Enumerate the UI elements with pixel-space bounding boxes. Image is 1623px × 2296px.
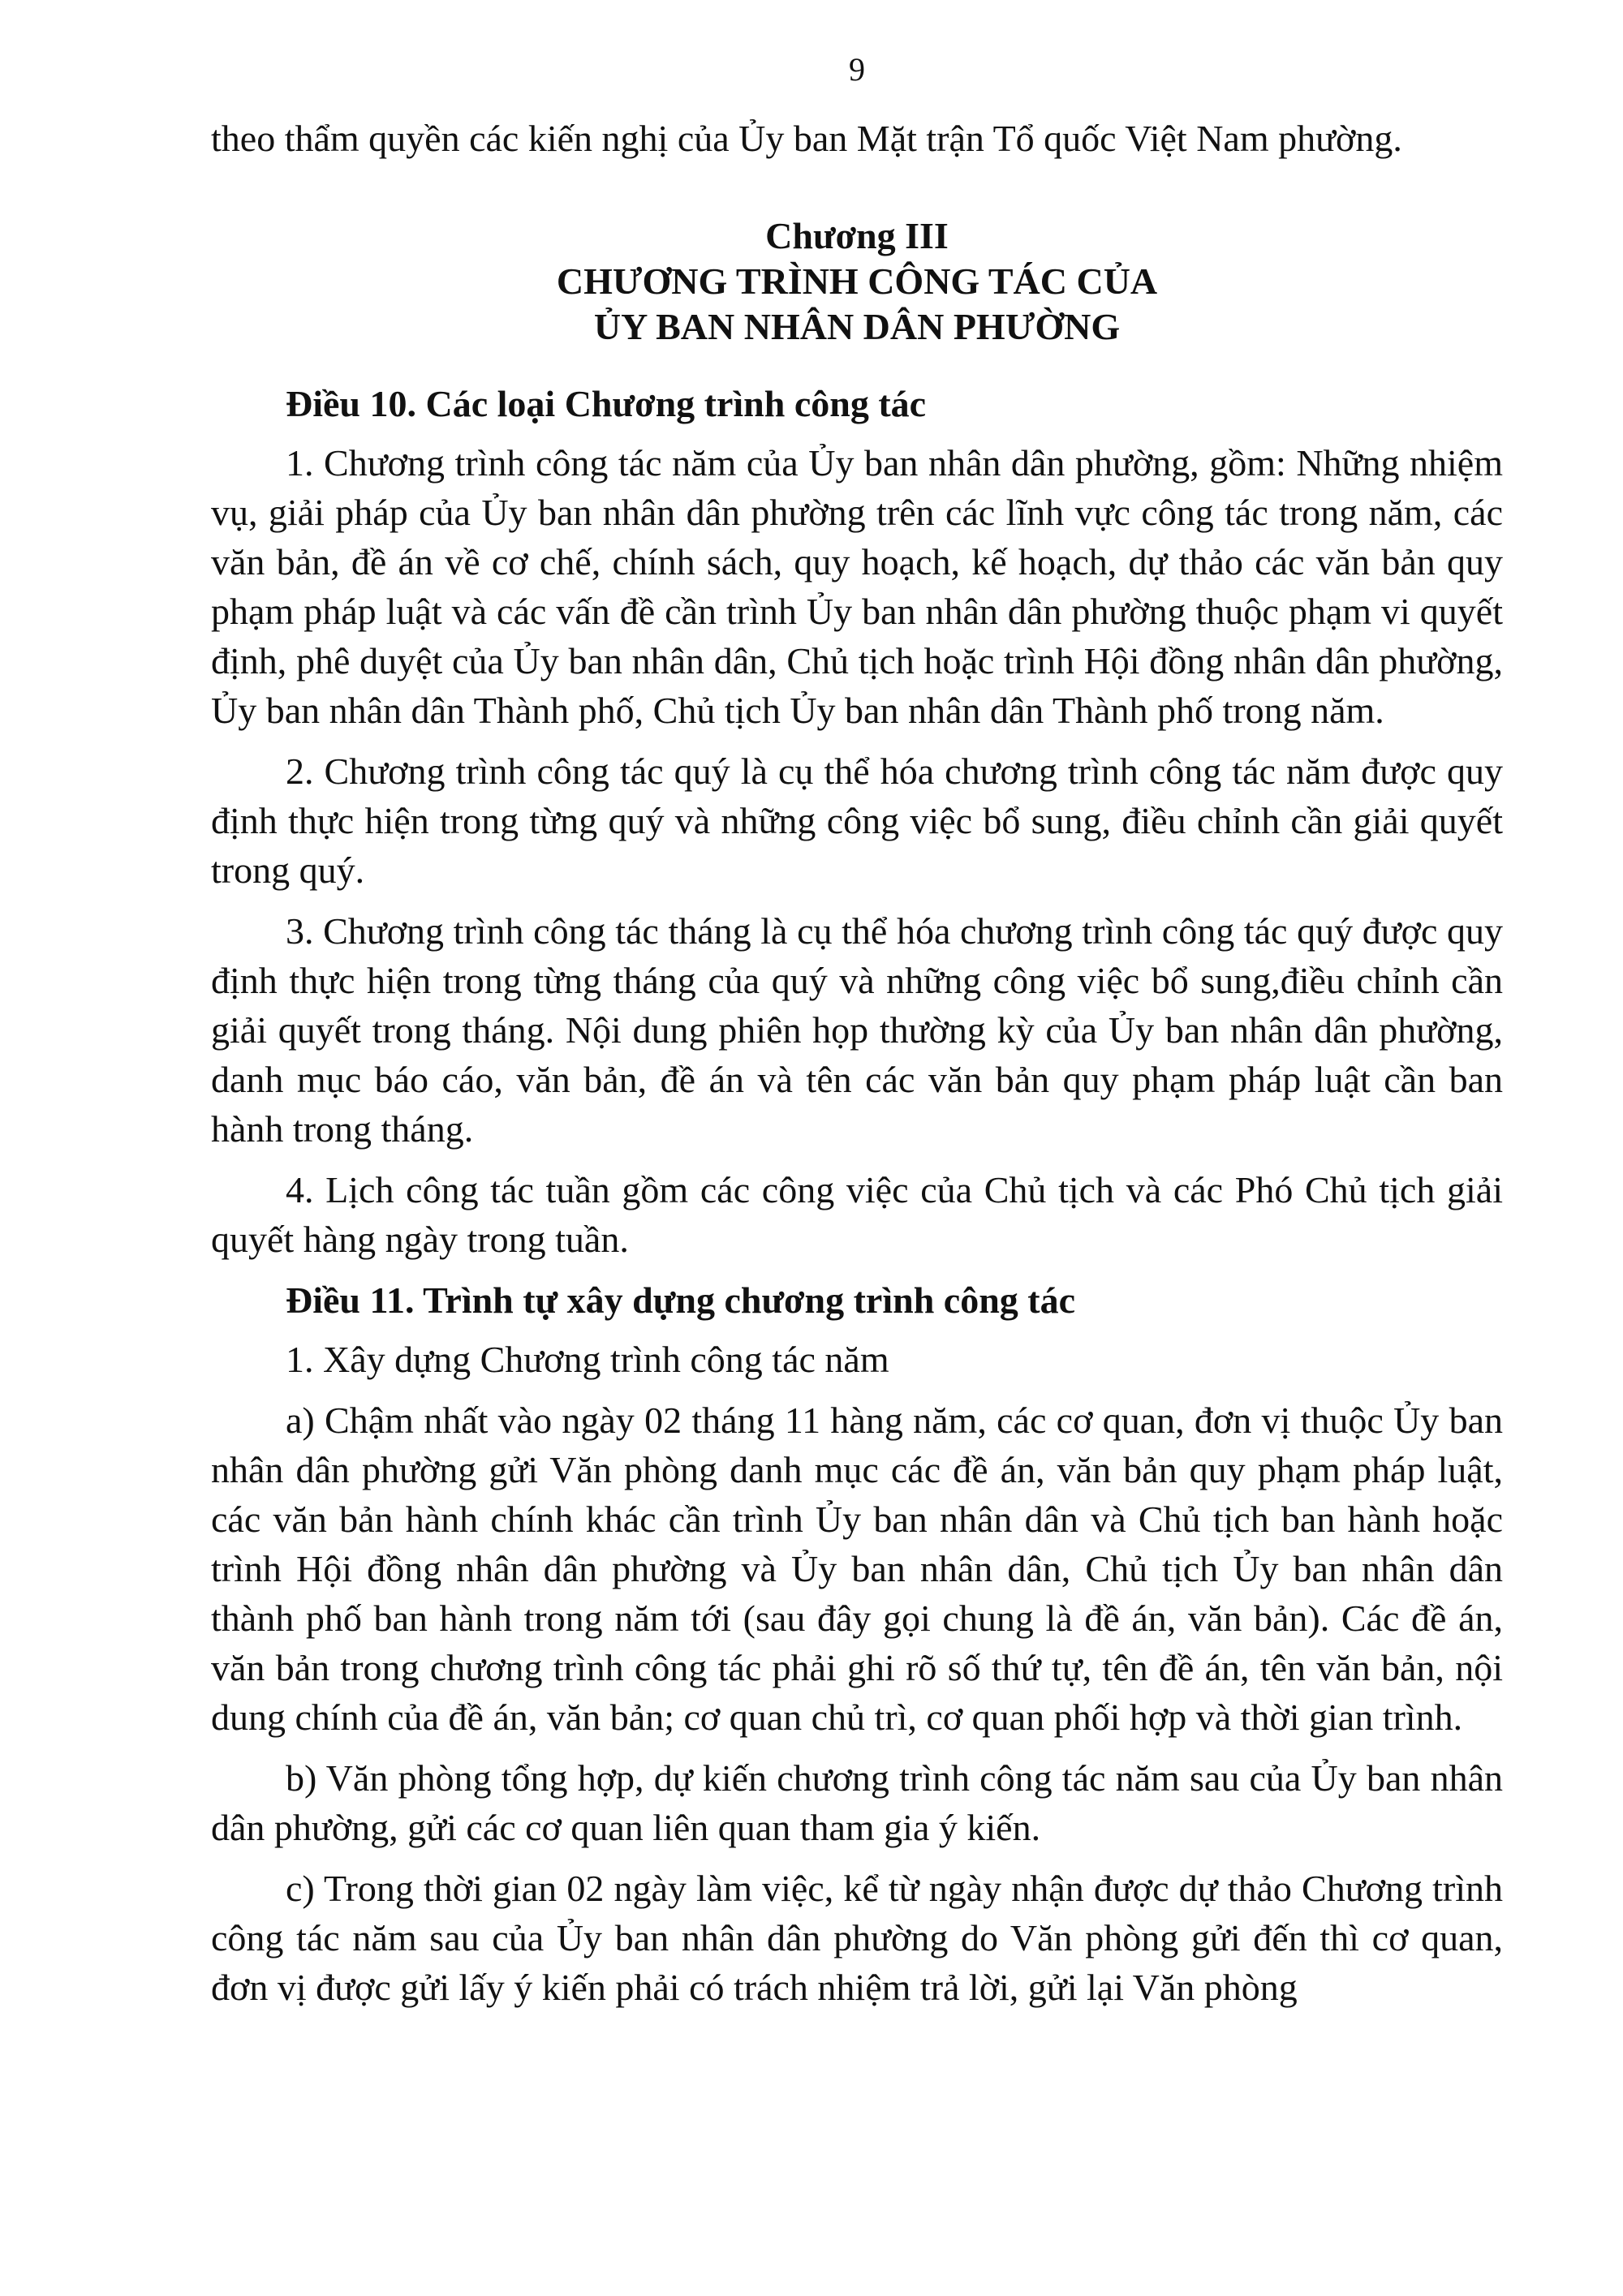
page-number: 9 <box>849 51 865 88</box>
document-body <box>211 114 1503 2023</box>
article-11-paragraph-a: a) Chậm nhất vào ngày 02 tháng 11 hàng năm, các cơ quan, đơn vị thuộc Ủy ban nhân dân phường gửi Văn phòng danh mục các đề án, văn bản quy phạm pháp luật, các văn bản hành chính khác cần trình Ủy ban nhân dân và Chủ tịch ban hành hoặc trình Hội đồng nhân dân phường và Ủy ban nhân dân, Chủ tịch Ủy ban nhân dân thành phố ban hành trong năm tới (sau đây gọi chung là đề án, văn bản). Các đề án, văn bản trong chương trình công tác phải ghi rõ số thứ tự, tên đề án, tên văn bản, nội dung chính của đề án, văn bản; cơ quan chủ trì, cơ quan phối hợp và thời gian trình. <box>211 1400 1503 1738</box>
article-10-heading: Điều 10. Các loại Chương trình công tác <box>286 383 927 424</box>
article-11-heading: Điều 11. Trình tự xây dựng chương trình công tác <box>286 1279 1076 1321</box>
chapter-title-line-2: ỦY BAN NHÂN DÂN PHƯỜNG <box>593 306 1121 347</box>
article-11-paragraph-b: b) Văn phòng tổng hợp, dự kiến chương trình công tác năm sau của Ủy ban nhân dân phường, gửi các cơ quan liên quan tham gia ý kiến. <box>211 1757 1503 1848</box>
article-10-paragraph-4: 4. Lịch công tác tuần gồm các công việc của Chủ tịch và các Phó Chủ tịch giải quyết hàng ngày trong tuần. <box>211 1169 1503 1260</box>
chapter-label: Chương III <box>765 215 949 256</box>
chapter-title-line-1: CHƯƠNG TRÌNH CÔNG TÁC CỦA <box>556 260 1158 302</box>
article-10-paragraph-1: 1. Chương trình công tác năm của Ủy ban nhân dân phường, gồm: Những nhiệm vụ, giải pháp của Ủy ban nhân dân phường trên các lĩnh vực công tác trong năm, các văn bản, đề án về cơ chế, chính sách, quy hoạch, kế hoạch, dự thảo các văn bản quy phạm pháp luật và các vấn đề cần trình Ủy ban nhân dân phường thuộc phạm vi quyết định, phê duyệt của Ủy ban nhân dân, Chủ tịch hoặc trình Hội đồng nhân dân phường, Ủy ban nhân dân Thành phố, Chủ tịch Ủy ban nhân dân Thành phố trong năm. <box>211 442 1503 731</box>
continuation-line: theo thẩm quyền các kiến nghị của Ủy ban Mặt trận Tổ quốc Việt Nam phường. <box>211 118 1402 159</box>
article-11-paragraph-c: c) Trong thời gian 02 ngày làm việc, kể từ ngày nhận được dự thảo Chương trình công tác năm sau của Ủy ban nhân dân phường do Văn phòng gửi đến thì cơ quan, đơn vị được gửi lấy ý kiến phải có trách nhiệm trả lời, gửi lại Văn phòng <box>211 1868 1503 2008</box>
article-10-paragraph-2: 2. Chương trình công tác quý là cụ thể hóa chương trình công tác năm được quy định thực hiện trong từng quý và những công việc bổ sung, điều chỉnh cần giải quyết trong quý. <box>211 750 1503 891</box>
chapter-heading <box>211 213 1503 350</box>
article-10-paragraph-3: 3. Chương trình công tác tháng là cụ thể hóa chương trình công tác quý được quy định thực hiện trong từng tháng của quý và những công việc bổ sung,điều chỉnh cần giải quyết trong tháng. Nội dung phiên họp thường kỳ của Ủy ban nhân dân phường, danh mục báo cáo, văn bản, đề án và tên các văn bản quy phạm pháp luật cần ban hành trong tháng. <box>211 910 1503 1150</box>
article-11-paragraph-1: 1. Xây dựng Chương trình công tác năm <box>286 1339 889 1380</box>
